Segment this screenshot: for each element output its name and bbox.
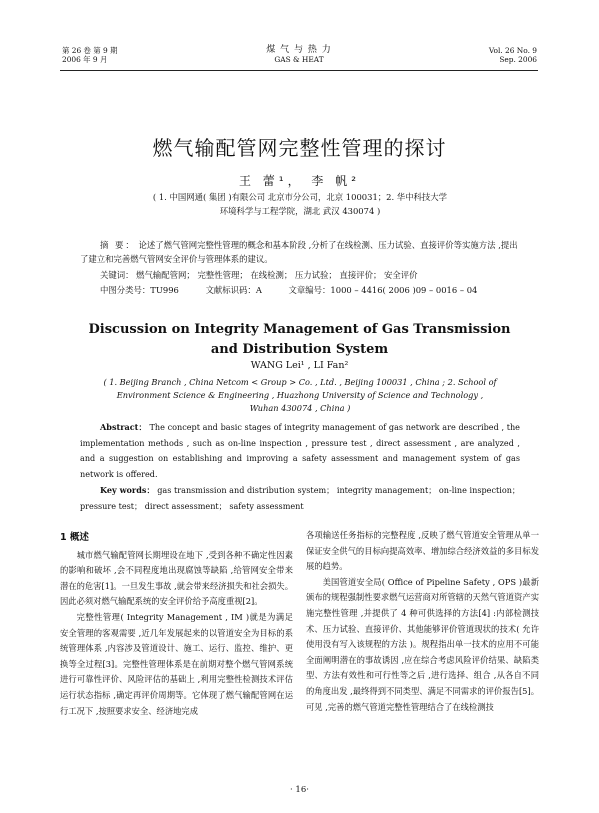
header-volume: 第 26 卷 第 9 期 [62,46,118,55]
page-title-en [0,320,599,360]
keywords-en-text: gas transmission and distribution system； integrity management； on-line inspection； pressure test； direct assessment； safety assessment [80,485,521,511]
classification-cn [80,283,524,297]
header-volume-en: Vol. 26 No. 9 [488,46,537,55]
article-number-value: 1000 – 4416( 2006 )09 – 0016 – 04 [330,285,478,295]
page-title-cn: 燃气输配管网完整性管理的探讨 [152,136,447,160]
authors-en: WANG Lei¹ , LI Fan² [250,360,349,371]
affiliation-en-line: Wuhan 430074 , China ) [249,403,351,413]
affiliation-cn-line: 环境科学与工程学院，湖北 武汉 430074 ) [219,206,381,216]
affiliation-cn-line: ( 1. 中国网通( 集团 )有限公司 北京市分公司，北京 100031；2. 华中科技大学 [152,192,448,202]
header-rule [60,70,538,71]
abstract-cn [80,238,524,266]
abstract-en-label: Abstract： [100,422,147,432]
article-number-label: 文章编号： [288,285,331,295]
clc-label: 中图分类号： [100,285,151,295]
keywords-cn-text: 燃气输配管网； 完整性管理； 在线检测； 压力试验； 直接评价； 安全评价 [136,270,418,280]
doc-code-value: A [255,285,262,295]
doc-code-label: 文献标识码： [205,285,256,295]
body-paragraph: 各项输送任务指标的完整程度 ,反映了燃气管道安全管理从单一保证安全供气的目标向提高效率、增加综合经济效益的多目标发展的趋势。 [306,530,539,572]
affiliation-cn [100,190,500,218]
clc-value: TU996 [150,285,179,295]
body-paragraph: 城市燃气输配管网长期埋设在地下 ,受到各种不确定性因素的影响和破坏 ,会不同程度地出现腐蚀等缺陷 ,给管网安全带来潜在的危害[1]。一旦发生事故 ,就会带来经济损失和社会损失。因此必须对燃气输配系统的安全评价给予高度重视[2]。 [60,549,293,607]
abstract-en [80,420,520,482]
journal-name-cn: 煤 气 与 热 力 [266,45,332,55]
journal-name-en: GAS & HEAT [274,55,324,64]
affiliation-en-line: Environment Science & Engineering , Huazhong University of Science and Technology , [116,390,484,400]
journal-volume-en [417,46,537,64]
section-heading: 1 概述 [60,532,89,543]
header-date: 2006 年 9 月 [62,55,108,64]
journal-name [219,46,379,64]
affiliation-en [90,376,510,415]
page-number: · 16· [290,785,309,795]
affiliation-en-line: ( 1. Beijing Branch , China Netcom < Group > Co. , Ltd. , Beijing 100031 , China ; 2. School of [103,377,497,387]
keywords-en [80,483,520,514]
body-paragraph: 美国管道安全局( Office of Pipeline Safety , OPS )最新颁布的规程强制性要求燃气运营商对所管辖的天然气管道资产实施完整性管理 ,并提供了 4 种可供选择的方法[4] :内部检测技术、压力试验、直接评价、其他能够评价管道现状的技术( 允许使用没有写入该规程的方法 )。规程指出单一技术的应用不可能全面阐明潜在的事故诱因 ,应在综合考虑风险评价结果、缺陷类型、方法有效性和可行性等之后 ,进行选择、组合 ,从各自不同的角度出发 ,最终得到不同类型、满足不同需求的评价报告[5]。可见 ,完善的燃气管道完整性管理结合了在线检测技 [306,576,539,712]
authors-cn: 王 蕾¹， 李 帆² [238,174,361,188]
keywords-cn-label: 关键词： [100,270,134,280]
body-paragraph: 完整性管理( Integrity Management , IM )就是为满足安全管理的客观需要 ,近几年发展起来的以管道安全为目标的系统管理体系 ,内容涉及管道设计、施工、运行、监控、维护、更换等全过程[3]。完整性管理体系是在前期对整个燃气管网系统进行可靠性评价、风险评估的基础上 ,利用完整性检测技术评估运行状态指标 ,确定再评价周期等。它体现了燃气输配管网在运行工况下 ,按照要求安全、经济地完成 [60,611,293,716]
abstract-en-text: The concept and basic stages of integrity management of gas network are described , the implementation methods , such as on-line inspection , pressure test , direct assessment , are analyzed , and a suggestion on establishing and improving a safety assessment and management system of gas network is offered. [80,422,520,479]
journal-volume-issue [62,46,182,64]
keywords-cn [80,268,524,282]
keywords-en-label: Key words： [100,485,155,495]
abstract-cn-label: 摘 要： [100,240,136,250]
title-en-line: Discussion on Integrity Management of Gas Transmission [88,322,511,337]
body-right-column [306,528,539,715]
header-date-en: Sep. 2006 [499,55,537,64]
title-en-line: and Distribution System [210,342,389,357]
body-left-column [60,530,293,719]
abstract-cn-text: 论述了燃气管网完整性管理的概念和基本阶段 ,分析了在线检测、压力试验、直接评价等实施方法 ,提出了建立和完善燃气管网安全评价与管理体系的建议。 [80,240,518,264]
